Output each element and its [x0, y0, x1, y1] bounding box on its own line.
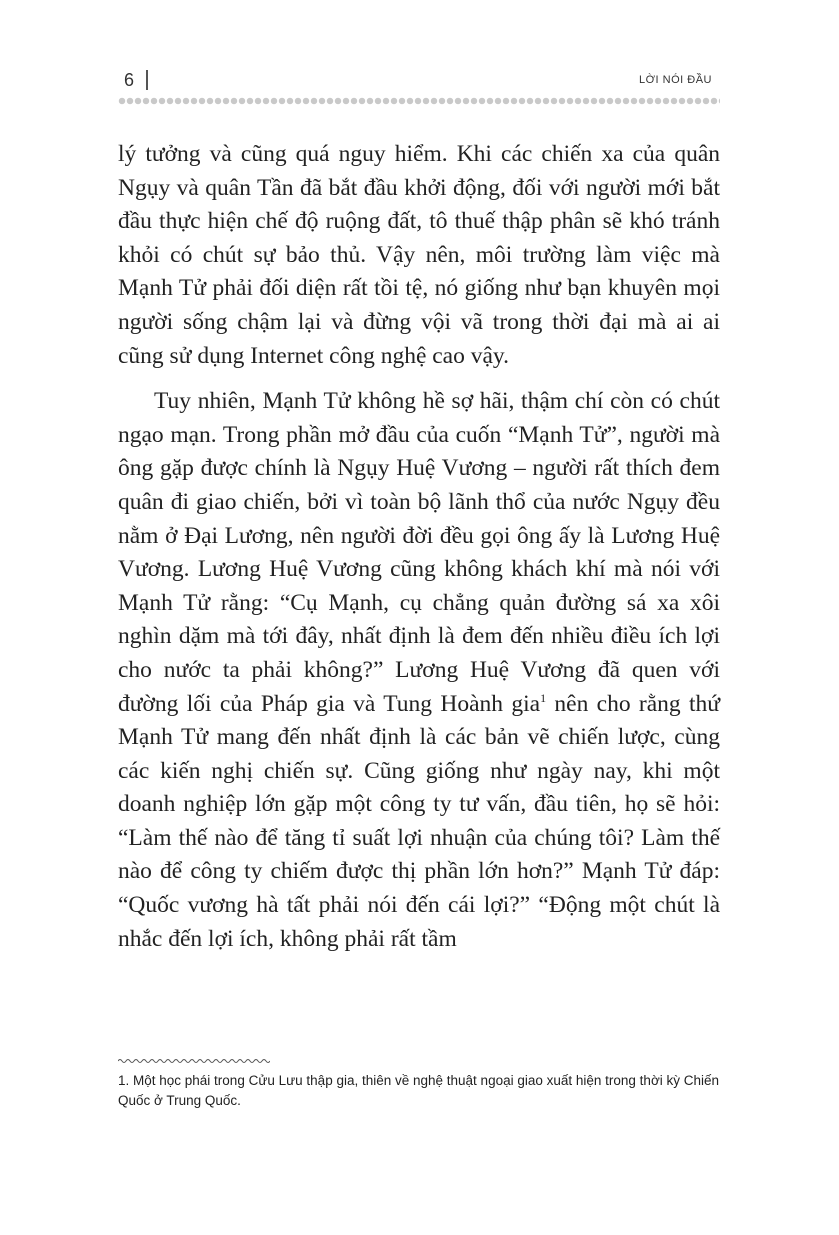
running-title: LỜI NÓI ĐẦU [639, 74, 712, 86]
paragraph-text: Tuy nhiên, Mạnh Tử không hề sợ hãi, thậm chí còn có chút ngạo mạn. Trong phần mở đầu của cuốn “Mạnh Tử”, người mà ông gặp được chính là Ngụy Huệ Vương – người rất thích đem quân đi giao chiến, bởi vì toàn bộ lãnh thổ của nước Ngụy đều nằm ở Đại Lương, nên người đời đều gọi ông ấy là Lương Huệ Vương. Lương Huệ Vương cũng không khách khí mà nói với Mạnh Tử rằng: “Cụ Mạnh, cụ chẳng quản đường sá xa xôi nghìn dặm mà tới đây, nhất định là đem đến nhiều điều ích lợi cho nước ta phải không?” Lương Huệ Vương đã quen với đường lối của Pháp gia và Tung Hoành gia [118, 388, 720, 717]
body-text [118, 138, 720, 956]
paragraph-text: nên cho rằng thứ Mạnh Tử mang đến nhất định là các bản vẽ chiến lược, cùng các kiến nghị chiến sự. Cũng giống như ngày nay, khi một doanh nghiệp lớn gặp một công ty tư vấn, đầu tiên, họ sẽ hỏi: “Làm thế nào để tăng tỉ suất lợi nhuận của chúng tôi? Làm thế nào để công ty chiếm được thị phần lớn hơn?” Mạnh Tử đáp: “Quốc vương hà tất phải nói đến cái lợi?” “Động một chút là nhắc đến lợi ích, không phải rất tầm [118, 690, 721, 952]
footnote-divider [118, 1058, 270, 1064]
footnote-reference[interactable]: 1 [540, 690, 547, 705]
header-divider [146, 70, 148, 90]
page-number: 6 [124, 70, 135, 90]
header-dotted-rule [118, 97, 720, 105]
paragraph [118, 385, 720, 956]
paragraph: lý tưởng và cũng quá nguy hiểm. Khi các chiến xa của quân Ngụy và quân Tần đã bắt đầu khởi động, đối với người mới bắt đầu thực hiện chế độ ruộng đất, tô thuế thập phân sẽ khó tránh khỏi có chút sự bảo thủ. Vậy nên, môi trường làm việc mà Mạnh Tử phải đối diện rất tồi tệ, nó giống như bạn khuyên mọi người sống chậm lại và đừng vội vã trong thời đại mà ai ai cũng sử dụng Internet công nghệ cao vậy. [118, 141, 720, 369]
footnote: 1. Một học phái trong Cửu Lưu thập gia, thiên về nghệ thuật ngoại giao xuất hiện trong thời kỳ Chiến Quốc ở Trung Quốc. [118, 1073, 720, 1108]
